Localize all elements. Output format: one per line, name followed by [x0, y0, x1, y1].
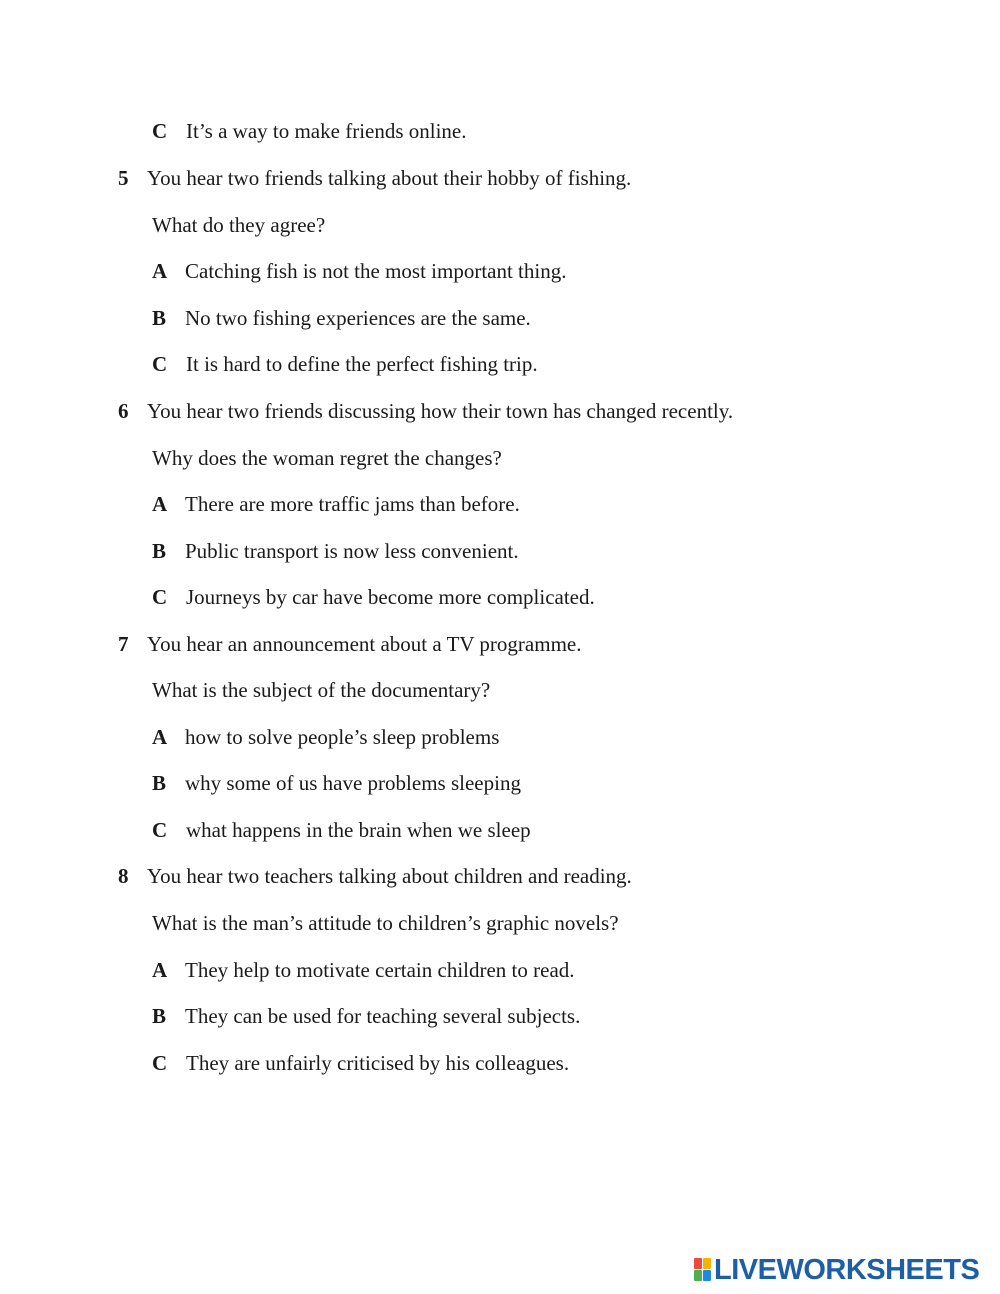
logo-block-green [694, 1270, 702, 1281]
option-text: Catching fish is not the most important thing. [185, 259, 567, 283]
option-text: Public transport is now less convenient. [185, 539, 519, 563]
question-6-prompt: Why does the woman regret the changes? [152, 446, 502, 470]
brand-name: LIVEWORKSHEETS [714, 1254, 980, 1286]
option-text: They are unfairly criticised by his colleagues. [186, 1051, 570, 1075]
question-number: 7 [118, 632, 129, 656]
option-text: No two fishing experiences are the same. [185, 306, 531, 330]
option-letter: A [152, 259, 168, 283]
question-8-prompt: What is the man’s attitude to children’s graphic novels? [152, 911, 619, 935]
logo-block-blue [703, 1270, 711, 1281]
question-number: 8 [118, 864, 129, 888]
logo-block-yellow [703, 1258, 711, 1269]
option-letter: C [152, 1051, 168, 1075]
question-text: You hear two friends talking about their hobby of fishing. [147, 166, 632, 190]
question-7-prompt: What is the subject of the documentary? [152, 678, 491, 702]
option-letter: C [152, 585, 168, 609]
question-text: You hear an announcement about a TV programme. [147, 632, 582, 656]
option-text: It’s a way to make friends online. [186, 119, 467, 143]
question-text: You hear two friends discussing how their town has changed recently. [147, 399, 734, 423]
option-letter: B [152, 539, 167, 563]
option-text: It is hard to define the perfect fishing trip. [186, 352, 538, 376]
option-letter: B [152, 771, 167, 795]
option-letter: B [152, 1004, 167, 1028]
logo-block-red [694, 1258, 702, 1269]
option-text: why some of us have problems sleeping [185, 771, 521, 795]
option-letter: C [152, 119, 168, 143]
option-letter: A [152, 958, 168, 982]
liveworksheets-logo-icon [694, 1258, 712, 1282]
option-letter: A [152, 492, 168, 516]
option-letter: B [152, 306, 167, 330]
option-text: There are more traffic jams than before. [185, 492, 520, 516]
option-letter: C [152, 352, 168, 376]
option-text: They help to motivate certain children to read. [185, 958, 575, 982]
option-letter: C [152, 818, 168, 842]
question-text: You hear two teachers talking about children and reading. [147, 864, 632, 888]
question-number: 5 [118, 166, 129, 190]
liveworksheets-brand[interactable] [694, 1254, 979, 1286]
option-letter: A [152, 725, 168, 749]
question-number: 6 [118, 399, 129, 423]
option-text: what happens in the brain when we sleep [186, 818, 531, 842]
option-text: They can be used for teaching several subjects. [185, 1004, 581, 1028]
option-text: how to solve people’s sleep problems [185, 725, 500, 749]
option-text: Journeys by car have become more complicated. [186, 585, 595, 609]
question-5-prompt: What do they agree? [152, 213, 326, 237]
